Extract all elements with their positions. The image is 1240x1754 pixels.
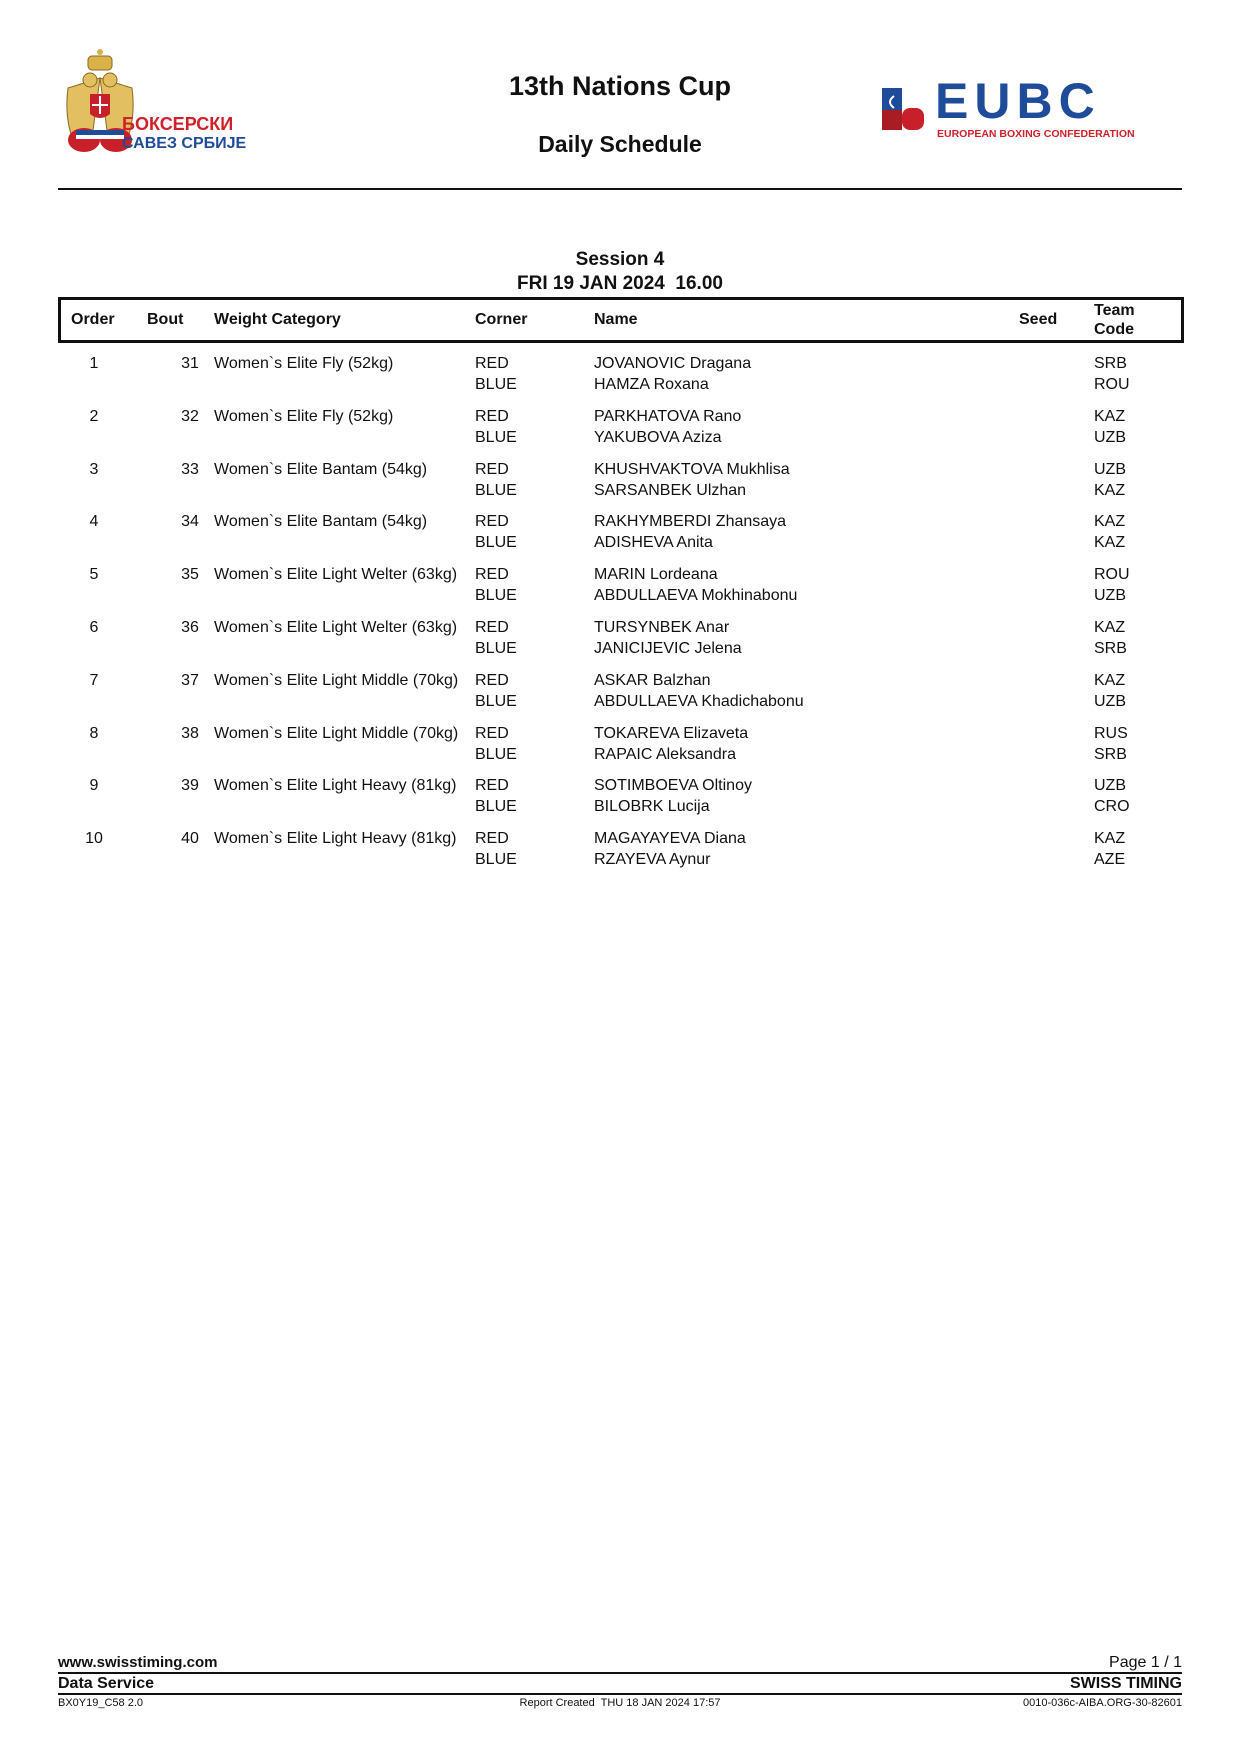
team-code-blue: UZB [1094,587,1126,605]
column-header-bout: Bout [147,311,184,328]
eubc-tagline: EUROPEAN BOXING CONFEDERATION [937,128,1135,140]
boxer-red-name: TURSYNBEK Anar [594,619,730,636]
team-code-blue: ROU [1094,376,1130,393]
boxer-blue-name: SARSANBEK Ulzhan [594,481,747,499]
team-code-blue: UZB [1094,428,1126,446]
team-code-blue: UZB [1094,692,1126,710]
table-row [58,565,1182,609]
column-header-weight-category: Weight Category [214,311,341,328]
bout-cell: 36 [181,619,199,636]
bout-cell: 40 [181,830,199,848]
bout-cell: 38 [181,724,199,742]
boxer-red-name: SOTIMBOEVA Oltinoy [594,777,752,795]
team-code-red: KAZ [1094,513,1126,531]
table-row [58,829,1182,873]
corner-blue-cell: BLUE [475,376,517,393]
order-cell: 7 [89,671,99,689]
table-row [58,407,1182,451]
column-header-order: Order [71,311,115,328]
order-cell: 10 [85,830,103,848]
weight-category-cell: Women`s Elite Bantam (54kg) [214,513,428,531]
team-code-red: RUS [1094,724,1128,742]
footer-report-code: BX0Y19_C58 2.0 [58,1697,144,1709]
team-code-red: UZB [1094,777,1126,795]
weight-category-cell: Women`s Elite Fly (52kg) [214,407,394,425]
corner-blue-cell: BLUE [475,745,517,763]
corner-blue-cell: BLUE [475,640,517,657]
boxer-blue-name: ADISHEVA Anita [594,534,713,552]
team-code-blue: AZE [1094,851,1126,869]
table-row [58,512,1182,556]
table-row [58,671,1182,715]
team-code-red: UZB [1094,460,1126,478]
eubc-emblem-icon [880,86,926,132]
footer-swiss-timing: SWISS TIMING [1070,1675,1182,1692]
corner-blue-cell: BLUE [475,587,517,605]
page-subtitle: Daily Schedule [538,131,702,157]
corner-red-cell: RED [475,777,509,795]
corner-red-cell: RED [475,355,509,372]
order-cell: 6 [89,619,99,636]
table-header [58,297,1184,343]
corner-red-cell: RED [475,724,509,742]
boxer-blue-name: ABDULLAEVA Mokhinabonu [594,587,798,605]
boxer-blue-name: RZAYEVA Aynur [594,851,711,869]
footer-website-link[interactable]: www.swisstiming.com [58,1654,218,1671]
team-code-red: KAZ [1094,671,1126,689]
corner-red-cell: RED [475,407,509,425]
corner-red-cell: RED [475,619,509,636]
bout-cell: 39 [181,777,199,795]
corner-blue-cell: BLUE [475,534,517,552]
team-code-red: ROU [1094,566,1130,584]
team-code-blue: SRB [1094,745,1127,763]
order-cell: 1 [89,355,99,372]
corner-red-cell: RED [475,460,509,478]
order-cell: 2 [89,407,99,425]
corner-blue-cell: BLUE [475,798,517,816]
boxer-blue-name: YAKUBOVA Aziza [594,428,722,446]
boxer-red-name: TOKAREVA Elizaveta [594,724,749,742]
weight-category-cell: Women`s Elite Light Heavy (81kg) [214,777,457,795]
boxer-red-name: PARKHATOVA Rano [594,407,742,425]
boxer-red-name: ASKAR Balzhan [594,671,711,689]
footer-data-service: Data Service [58,1675,155,1692]
page-number: Page 1 / 1 [1109,1654,1182,1671]
column-header-seed: Seed [1019,311,1058,328]
corner-blue-cell: BLUE [475,851,517,869]
column-header-team-code-line1: Team [1094,302,1135,319]
footer-divider-bottom [58,1693,1182,1695]
boxer-blue-name: JANICIJEVIC Jelena [594,640,742,657]
order-cell: 4 [89,513,99,531]
order-cell: 9 [89,777,99,795]
boxer-red-name: MARIN Lordeana [594,566,718,584]
weight-category-cell: Women`s Elite Bantam (54kg) [214,460,428,478]
column-header-team-code [1094,301,1135,339]
order-cell: 8 [89,724,99,742]
weight-category-cell: Women`s Elite Light Welter (63kg) [214,619,458,636]
logo-left-text-line2: САВЕЗ СРБИЈЕ [122,135,247,152]
boxer-blue-name: HAMZA Roxana [594,376,709,393]
bout-cell: 35 [181,566,199,584]
header-divider [58,188,1182,190]
boxer-red-name: JOVANOVIC Dragana [594,355,752,372]
corner-red-cell: RED [475,671,509,689]
column-header-name: Name [594,311,638,328]
bout-cell: 34 [181,513,199,531]
column-header-corner: Corner [475,311,528,328]
team-code-blue: CRO [1094,798,1130,816]
boxer-blue-name: BILOBRK Lucija [594,798,710,816]
corner-red-cell: RED [475,830,509,848]
boxer-red-name: MAGAYAYEVA Diana [594,830,746,848]
bout-cell: 32 [181,407,199,425]
corner-blue-cell: BLUE [475,481,517,499]
eubc-logo [880,73,1180,142]
session-datetime: FRI 19 JAN 2024 16.00 [517,273,723,294]
footer-divider-top [58,1672,1182,1674]
footer-reference: 0010-036c-AIBA.ORG-30-82601 [1023,1697,1182,1709]
team-code-red: KAZ [1094,830,1126,848]
session-label: Session 4 [575,249,665,270]
column-header-team-code-line2: Code [1094,321,1134,338]
logo-left-text-line1: БОКСЕРСКИ [122,114,234,134]
boxer-blue-name: RAPAIC Aleksandra [594,745,736,763]
corner-red-cell: RED [475,566,509,584]
table-row [58,460,1182,504]
order-cell: 5 [89,566,99,584]
footer-report-created: Report Created THU 18 JAN 2024 17:57 [519,1697,721,1709]
corner-blue-cell: BLUE [475,428,517,446]
weight-category-cell: Women`s Elite Light Welter (63kg) [214,566,458,584]
corner-red-cell: RED [475,513,509,531]
bout-cell: 33 [181,460,199,478]
team-code-blue: KAZ [1094,534,1126,552]
table-row [58,618,1182,662]
page-title: 13th Nations Cup [508,71,731,101]
boxer-red-name: RAKHYMBERDI Zhansaya [594,513,787,531]
order-cell: 3 [89,460,99,478]
team-code-blue: KAZ [1094,481,1126,499]
team-code-red: KAZ [1094,407,1126,425]
table-row [58,724,1182,768]
corner-blue-cell: BLUE [475,692,517,710]
weight-category-cell: Women`s Elite Light Middle (70kg) [214,724,459,742]
eubc-wordmark: EUBC [935,73,1101,129]
bout-cell: 31 [181,355,199,372]
team-code-red: SRB [1094,355,1127,372]
weight-category-cell: Women`s Elite Fly (52kg) [214,355,394,372]
table-row [58,354,1182,398]
team-code-red: KAZ [1094,619,1126,636]
boxer-red-name: KHUSHVAKTOVA Mukhlisa [594,460,790,478]
table-row [58,776,1182,820]
weight-category-cell: Women`s Elite Light Middle (70kg) [214,671,459,689]
weight-category-cell: Women`s Elite Light Heavy (81kg) [214,830,457,848]
team-code-blue: SRB [1094,640,1127,657]
boxer-blue-name: ABDULLAEVA Khadichabonu [594,692,804,710]
bout-cell: 37 [181,671,199,689]
